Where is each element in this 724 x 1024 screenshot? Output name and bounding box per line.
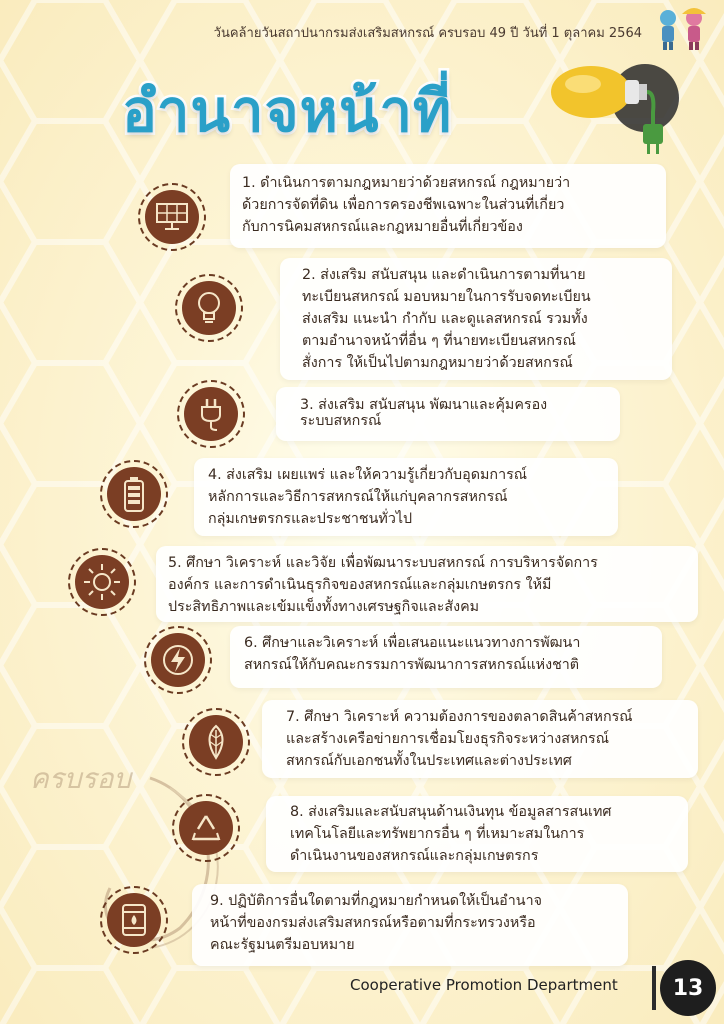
duty-line: ทะเบียนสหกรณ์ มอบหมายในการรับจดทะเบียน <box>302 289 591 305</box>
anniversary-date-line: วันคล้ายวันสถาปนากรมส่งเสริมสหกรณ์ ครบรอบ 49 ปี วันที่ 1 ตุลาคม 2564 <box>213 26 642 41</box>
duty-line: เทคโนโลยีและทรัพยากรอื่น ๆ ที่เหมาะสมในการ <box>290 826 585 842</box>
duty-line: ส่งเสริม แนะนำ กำกับ และดูแลสหกรณ์ รวมทั้ง <box>302 311 588 327</box>
duty-line: หน้าที่ของกรมส่งเสริมสหกรณ์หรือตามที่กระทรวงหรือ <box>210 915 536 931</box>
duty-line: ระบบสหกรณ์ <box>300 413 382 429</box>
solar-panel-icon <box>138 183 206 251</box>
battery-icon <box>100 460 168 528</box>
lightning-icon <box>144 626 212 694</box>
duty-line: 2. ส่งเสริม สนับสนุน และดำเนินการตามที่นาย <box>302 267 586 283</box>
duty-line: 4. ส่งเสริม เผยแพร่ และให้ความรู้เกี่ยวกับอุดมการณ์ <box>208 467 528 483</box>
duty-line: สหกรณ์ให้กับคณะกรรมการพัฒนาการสหกรณ์แห่งชาติ <box>244 657 580 673</box>
duty-line: ดำเนินงานของสหกรณ์และกลุ่มเกษตรกร <box>290 848 539 864</box>
duty-line: หลักการและวิธีการสหกรณ์ให้แก่บุคลากรสหกรณ์ <box>208 489 508 505</box>
duty-line: สั่งการ ให้เป็นไปตามกฎหมายว่าด้วยสหกรณ์ <box>302 355 573 371</box>
lightbulb-plug-illustration <box>545 62 685 162</box>
duty-line: ตามอำนาจหน้าที่อื่น ๆ ที่นายทะเบียนสหกรณ์ <box>302 333 576 349</box>
plug-icon <box>177 380 245 448</box>
duty-line: 5. ศึกษา วิเคราะห์ และวิจัย เพื่อพัฒนาระบบสหกรณ์ การบริหารจัดการ <box>168 555 598 571</box>
duty-item-2 <box>280 258 672 380</box>
oil-barrel-icon <box>100 886 168 954</box>
duty-line: 8. ส่งเสริมและสนับสนุนด้านเงินทุน ข้อมูลสารสนเทศ <box>290 804 612 820</box>
duty-item-5 <box>156 546 698 622</box>
duty-line: และสร้างเครือข่ายการเชื่อมโยงธุรกิจระหว่างสหกรณ์ <box>286 731 609 747</box>
duty-line: 6. ศึกษาและวิเคราะห์ เพื่อเสนอแนะแนวทางการพัฒนา <box>244 635 581 651</box>
duty-item-1 <box>230 164 666 248</box>
duty-line: องค์กร และการดำเนินธุรกิจของสหกรณ์และกลุ่มเกษตรกร ให้มี <box>168 577 552 593</box>
watermark-text: ครบรอบ <box>30 762 132 795</box>
duty-line: คณะรัฐมนตรีมอบหมาย <box>210 937 355 953</box>
duty-item-7 <box>262 700 698 778</box>
duty-item-3 <box>276 387 620 441</box>
duty-line: ด้วยการจัดที่ดิน เพื่อการครองชีพเฉพาะในส่วนที่เกี่ยว <box>242 197 565 213</box>
page-number: 13 <box>660 960 716 1016</box>
duty-item-9 <box>192 884 628 966</box>
duty-line: 1. ดำเนินการตามกฎหมายว่าด้วยสหกรณ์ กฎหมายว่า <box>242 175 571 191</box>
lightbulb-icon <box>175 274 243 342</box>
duty-item-4 <box>194 458 618 536</box>
duty-line: กับการนิคมสหกรณ์และกฎหมายอื่นที่เกี่ยวข้อง <box>242 219 523 235</box>
duty-line: ประสิทธิภาพและเข้มแข็งทั้งทางเศรษฐกิจและสังคม <box>168 599 480 615</box>
recycle-icon <box>172 794 240 862</box>
footer-divider <box>652 966 656 1010</box>
leaf-icon <box>182 708 250 776</box>
mascot-kids-icon <box>654 4 710 54</box>
duty-item-6 <box>230 626 662 688</box>
duty-line: 3. ส่งเสริม สนับสนุน พัฒนาและคุ้มครอง <box>300 397 548 413</box>
department-name: Cooperative Promotion Department <box>350 976 618 994</box>
duty-line: กลุ่มเกษตรกรและประชาชนทั่วไป <box>208 511 413 527</box>
duty-item-8 <box>266 796 688 872</box>
duty-line: 7. ศึกษา วิเคราะห์ ความต้องการของตลาดสินค้าสหกรณ์ <box>286 709 633 725</box>
duty-line: 9. ปฏิบัติการอื่นใดตามที่กฎหมายกำหนดให้เป็นอำนาจ <box>210 893 542 909</box>
sun-icon <box>68 548 136 616</box>
duty-line: สหกรณ์กับเอกชนทั้งในประเทศและต่างประเทศ <box>286 753 572 769</box>
page-title: อำนาจหน้าที่ <box>122 77 453 145</box>
